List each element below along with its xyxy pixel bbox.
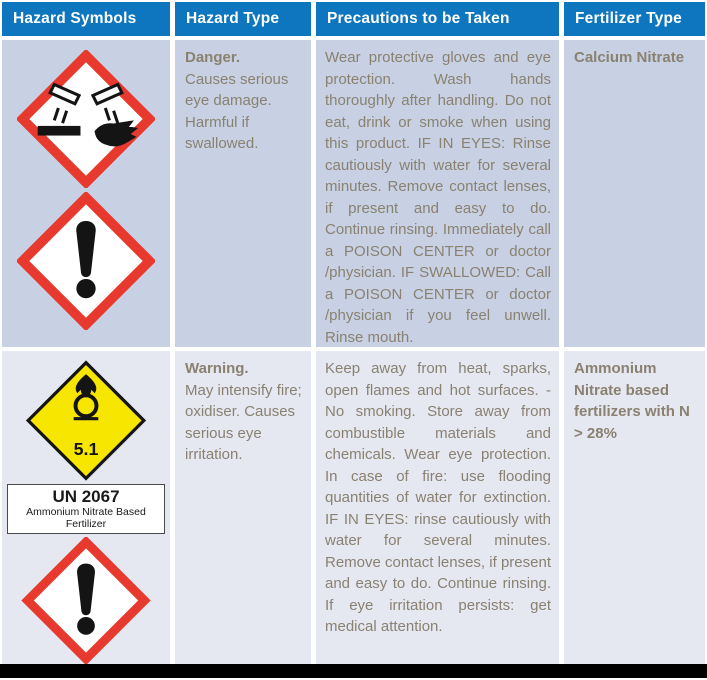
row2-hazard-statements: May intensify fire; oxidiser. Causes serious eye irritation.	[185, 381, 302, 463]
row2-symbols-cell	[2, 351, 170, 664]
bottom-black-bar	[0, 664, 707, 678]
row1-fertilizer-type: Calcium Nitrate	[564, 40, 705, 347]
row2-hazard-type	[175, 351, 311, 664]
exclamation-icon	[21, 537, 151, 664]
un-code: UN 2067	[52, 487, 120, 507]
header-fertilizer-type: Fertilizer Type	[564, 2, 705, 36]
oxidizer-5.1-icon	[23, 359, 149, 482]
oxidizer-class-number: 5.1	[73, 438, 99, 459]
row2-precautions: Keep away from heat, sparks, open flames and hot surfaces. -No smoking. Store away from combustible materials and chemicals. Wear eye protection. In case of fire: use flooding quantities of water for extinction. IF IN EYES: rinse cautiously with water for several minutes. Remove contact lenses, if present and easy to do. Continue rinsing. If eye irritation persists: get medical attention.	[316, 351, 559, 664]
header-hazard-symbols: Hazard Symbols	[2, 2, 170, 36]
un-name: Ammonium Nitrate Based Fertilizer	[26, 506, 146, 531]
header-hazard-type: Hazard Type	[175, 2, 311, 36]
row1-precautions: Wear protective gloves and eye protection. Wash hands thoroughly after handling. Do not eat, drink or smoke when using this product. IF IN EYES: Rinse cautiously with water for several minutes. Remove contact lenses, if present and easy to do. Continue rinsing. Immediately call a POISON CENTER or doctor /physician. IF SWALLOWED: Call a POISON CENTER or doctor /physician if you feel unwell. Rinse mouth.	[316, 40, 559, 347]
row1-hazard-type	[175, 40, 311, 347]
exclamation-icon	[17, 192, 155, 330]
un-2067-label	[7, 484, 165, 534]
corrosive-icon	[17, 50, 155, 188]
row2-fertilizer-type: Ammonium Nitrate based fertilizers with N > 28%	[564, 351, 705, 664]
row1-signal-word: Danger.	[185, 49, 241, 66]
header-precautions: Precautions to be Taken	[316, 2, 559, 36]
row1-symbols-cell	[2, 40, 170, 347]
row1-hazard-statements: Causes serious eye damage. Harmful if swallowed.	[185, 70, 289, 152]
row2-signal-word: Warning.	[185, 360, 249, 377]
